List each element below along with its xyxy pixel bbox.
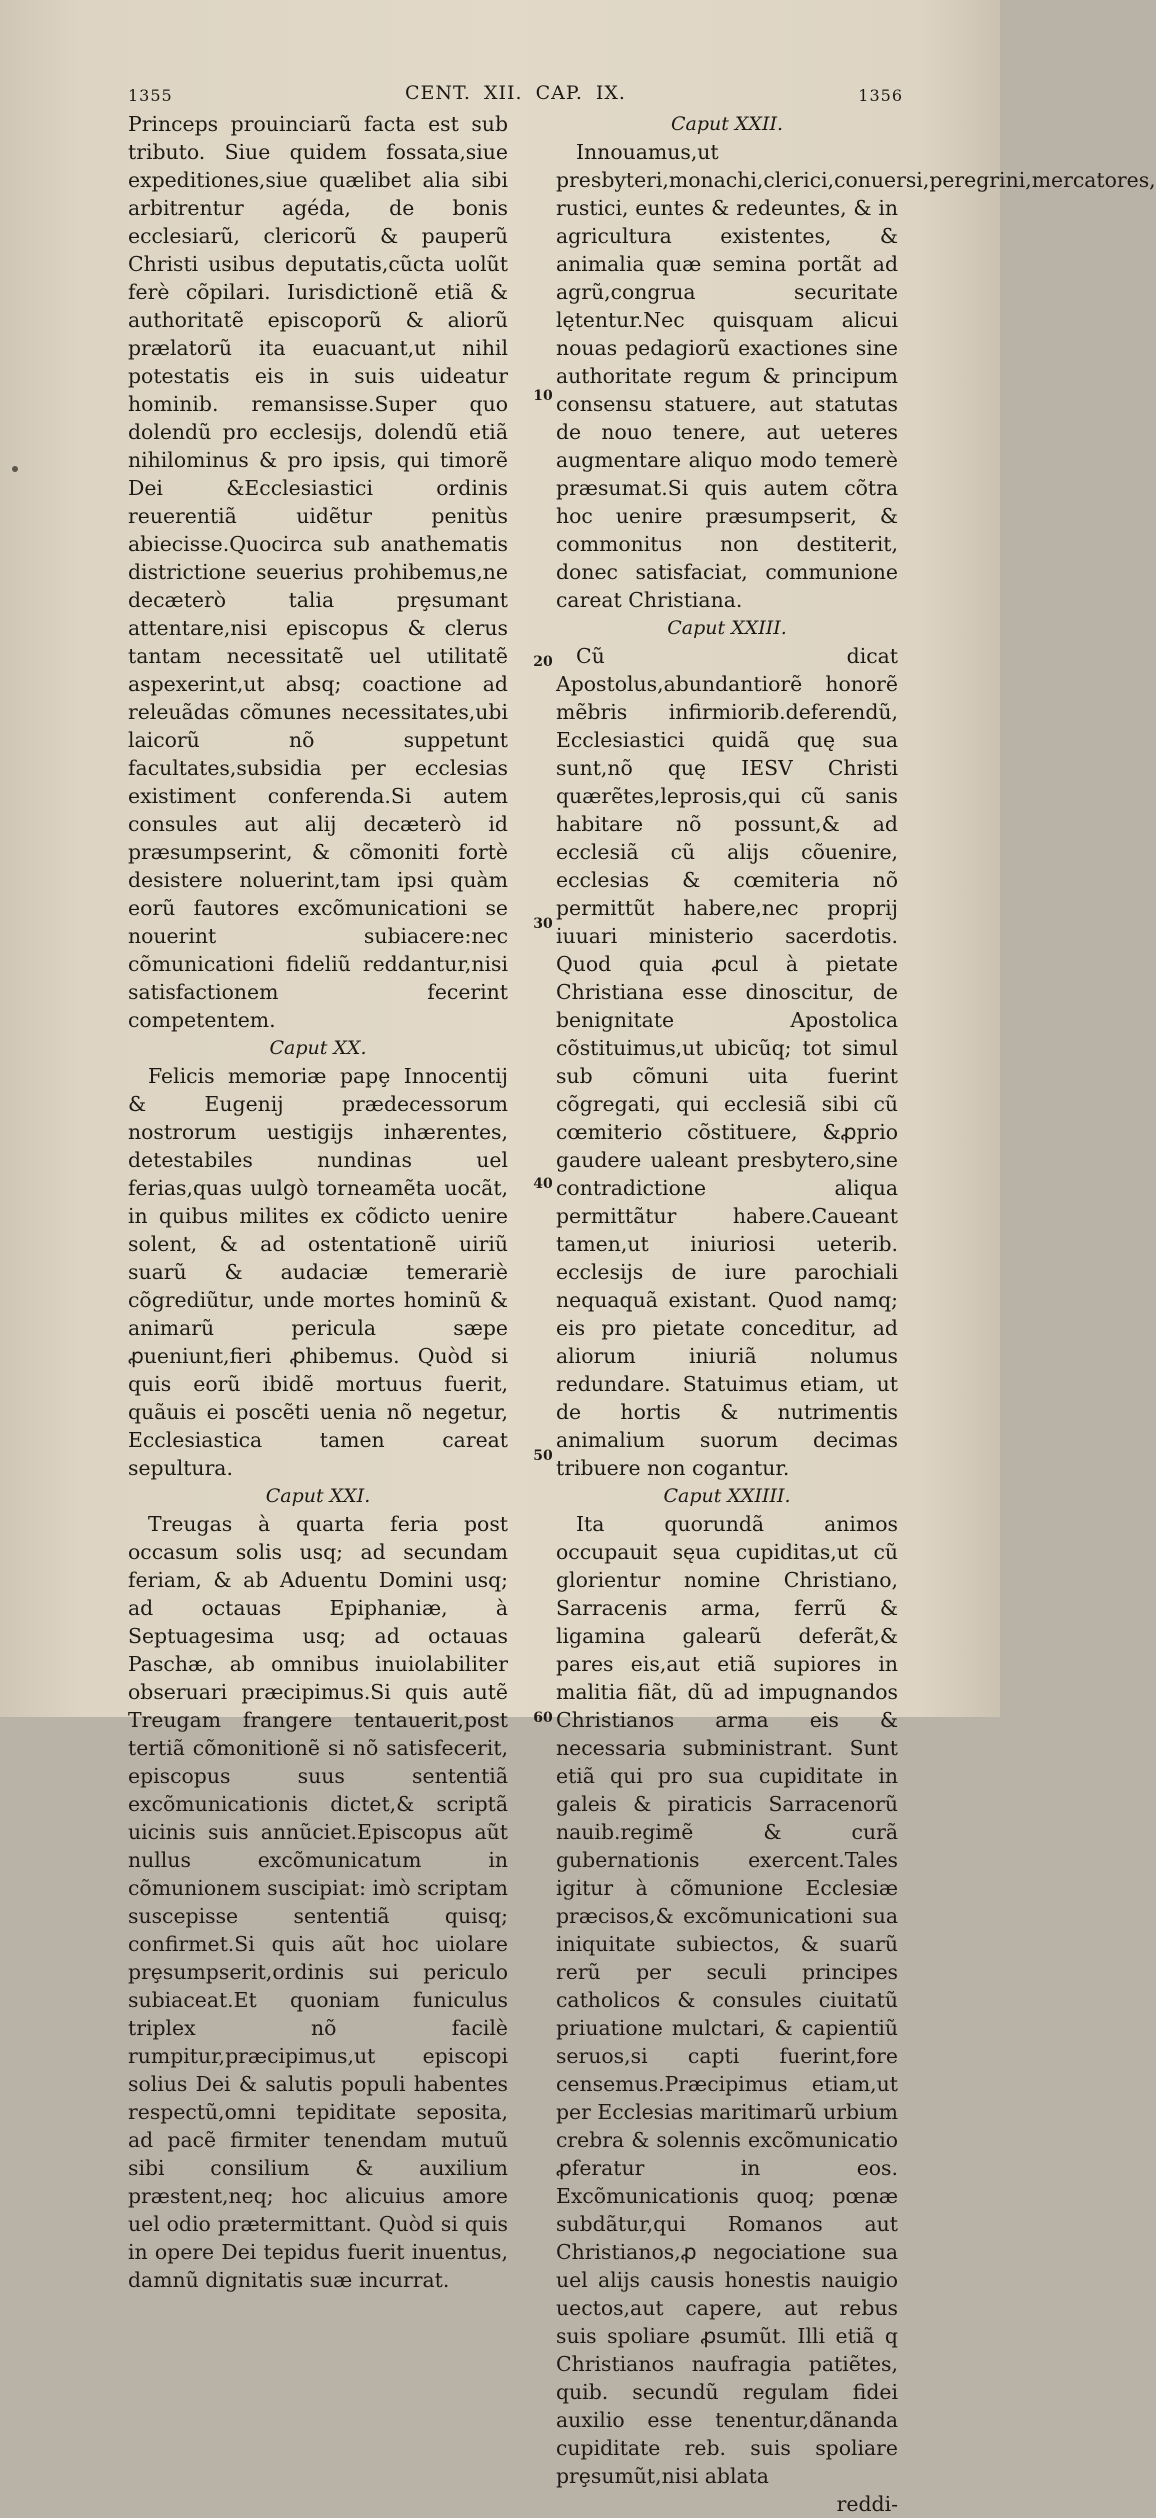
line-number: 50 — [533, 1448, 553, 1464]
catchword: reddi- — [836, 2492, 898, 2516]
page-number-left: 1355 — [128, 86, 173, 105]
chapter-heading-24: Caput XXIIII. — [663, 1485, 791, 1507]
left-paragraph-1: Princeps prouinciarũ facta est sub tributo. Siue quidem fossata,siue expeditiones,siue quælibet alia sibi arbitrentur agéda, de bonis ecclesiarũ, clericorũ & pauperũ Christi usibus deputatis,cũcta uolũt ferè cõpilari. Iurisdictionẽ etiã & authoritatẽ episcoporũ & aliorũ prælatorũ ita euacuant,ut nihil potestatis eis in suis uideatur hominib. remansisse.Super quo dolendũ pro ecclesijs, dolendũ etiã nihilominus & pro ipsis, qui timorẽ Dei &Ecclesiastici ordinis reuerentiã uidẽtur penitùs abiecisse.Quocirca sub anathematis districtione seuerius prohibemus,ne decæterò talia prȩsumant attentare,nisi episcopus & clerus tantam necessitatẽ uel utilitatẽ aspexerint,ut absq; coactione ad releuãdas cõmunes necessitates,ubi laicorũ nõ suppetunt facultates,subsidia per ecclesias existiment conferenda.Si autem consules aut alij decæterò id præsumpserint, & cõmoniti fortè desistere noluerint,tam ipsi quàm eorũ fautores excõmunicationi se nouerint subiacere:nec cõmunicationi fideliũ reddantur,nisi satisfactionem fecerint competentem. — [128, 112, 508, 1032]
right-paragraph-1: Innouamus,ut presbyteri,monachi,clerici,conuersi,peregrini,mercatores, rustici, euntes & redeuntes, & in agricultura existentes, & animalia quæ semina portãt ad agrũ,congrua securitate lętentur.Nec quisquam alicui nouas pedagiorũ exactiones sine authoritate regum & principum consensu statuere, aut statutas de nouo tenere, aut ueteres augmentare aliquo modo temerè præsumat.Si quis autem cõtra hoc uenire præsumpserit, & commonitus non destiterit, donec satisfaciat, communione careat Christiana. — [556, 140, 1156, 612]
right-paragraph-2: Cũ dicat Apostolus,abundantiorẽ honorẽ mẽbris infirmiorib.deferendũ, Ecclesiastici quidã quę sua sunt,nõ quę IESV Christi quærẽtes,leprosis,qui cũ sanis habitare nõ possunt,& ad ecclesiã cũ alijs cõuenire, ecclesias & cœmiteria nõ permittũt habere,nec proprij iuuari ministerio sacerdotis. Quod quia ꝓcul à pietate Christiana esse dinoscitur, de benignitate Apostolica cõstituimus,ut ubicũq; tot simul sub cõmuni uita fuerint cõgregati, qui ecclesiã sibi cũ cœmiterio cõstituere, &ꝓprio gaudere ualeant presbytero,sine contradictione aliqua permittãtur habere.Caueant tamen,ut iniuriosi ueterib. ecclesijs de iure parochiali nequaquã existant. Quod namq; eis pro pietate conceditur, ad aliorum iniuriã nolumus redundare. Statuimus etiam, ut de hortis & nutrimentis animalium suorum decimas tribuere non cogantur. — [556, 644, 898, 1480]
left-paragraph-3: Treugas à quarta feria post occasum solis usq; ad secundam feriam, & ab Aduentu Domini usq; ad octauas Epiphaniæ, à Septuagesima usq; ad octauas Paschæ, ab omnibus inuiolabiliter obseruari præcipimus.Si quis autẽ Treugam frangere tentauerit,post tertiã cõmonitionẽ si nõ satisfecerit, episcopus suus sententiã excõmunicationis dictet,& scriptã uicinis suis annũciet.Episcopus aũt nullus excõmunicatum in cõmunionem suscipiat: imò scriptam suscepisse sententiã quisq; confirmet.Si quis aũt hoc uiolare prȩsumpserit,ordinis sui periculo subiaceat.Et quoniam funiculus triplex nõ facilè rumpitur,præcipimus,ut episcopi solius Dei & salutis populi habentes respectũ,omni tepiditate seposita, ad pacẽ firmiter tenendam mutuũ sibi consilium & auxilium præstent,neq; hoc alicuius amore uel odio prætermittant. Quòd si quis in opere Dei tepidus fuerit inuentus, damnũ dignitatis suæ incurrat. — [128, 1512, 508, 2292]
left-column — [128, 110, 508, 2292]
ink-mark — [12, 466, 18, 472]
right-paragraph-3: Ita quorundã animos occupauit sęua cupiditas,ut cũ glorientur nomine Christiano, Sarracenis arma, ferrũ & ligamina galearũ deferãt,& pares eis,aut etiã supiores in malitia fiãt, dũ ad impugnandos Christianos arma eis & necessaria subministrant. Sunt etiã qui pro sua cupiditate in galeis & piraticis Sarracenorũ nauib.regimẽ & curã gubernationis exercent.Tales igitur à cõmunione Ecclesiæ præcisos,& excõmunicationi sua iniquitate subiectos, & suarũ rerũ per seculi principes catholicos & consules ciuitatũ priuatione mulctari, & capientiũ seruos,si capti fuerint,fore censemus.Præcipimus etiam,ut per Ecclesias maritimarũ urbium crebra & solennis excõmunicatio ꝓferatur in eos. Excõmunicationis quoq; pœnæ subdãtur,qui Romanos aut Christianos,ꝓ negociatione sua uel alijs causis honestis nauigio uectos,aut capere, aut rebus suis spoliare ꝓsumũt. Illi etiã q Christianos naufragia patiẽtes, quib. secundũ regulam fidei auxilio esse tenentur,dãnanda cupiditate reb. suis spoliare prȩsumũt,nisi ablata — [556, 1512, 899, 2488]
chapter-heading-20: Caput XX. — [269, 1037, 367, 1059]
page-number-right: 1356 — [858, 86, 903, 105]
line-number: 40 — [533, 1176, 553, 1192]
right-column — [556, 110, 1156, 2516]
chapter-heading-23: Caput XXIII. — [667, 617, 787, 639]
running-title: CENT. XII. CAP. IX. — [405, 82, 626, 104]
line-number: 60 — [533, 1710, 553, 1726]
running-head — [128, 82, 903, 112]
left-paragraph-2: Felicis memoriæ papȩ Innocentij & Eugenij prædecessorum nostrorum uestigijs inhærentes, detestabiles nundinas uel ferias,quas uulgò torneamẽta uocãt, in quibus milites ex cõdicto uenire solent, & ad ostentationẽ uiriũ suarũ & audaciæ temerariè cõgrediũtur, unde mortes hominũ & animarũ pericula sæpe ꝓueniunt,fieri ꝓhibemus. Quòd si quis eorũ ibidẽ mortuus fuerit, quãuis ei poscẽti uenia nõ negetur, Ecclesiastica tamen careat sepultura. — [128, 1064, 508, 1480]
line-number: 30 — [533, 916, 553, 932]
line-number: 10 — [533, 388, 553, 404]
line-number: 20 — [533, 654, 553, 670]
chapter-heading-21: Caput XXI. — [265, 1485, 371, 1507]
chapter-heading-22: Caput XXII. — [670, 113, 784, 135]
line-number-gutter — [529, 110, 557, 1726]
